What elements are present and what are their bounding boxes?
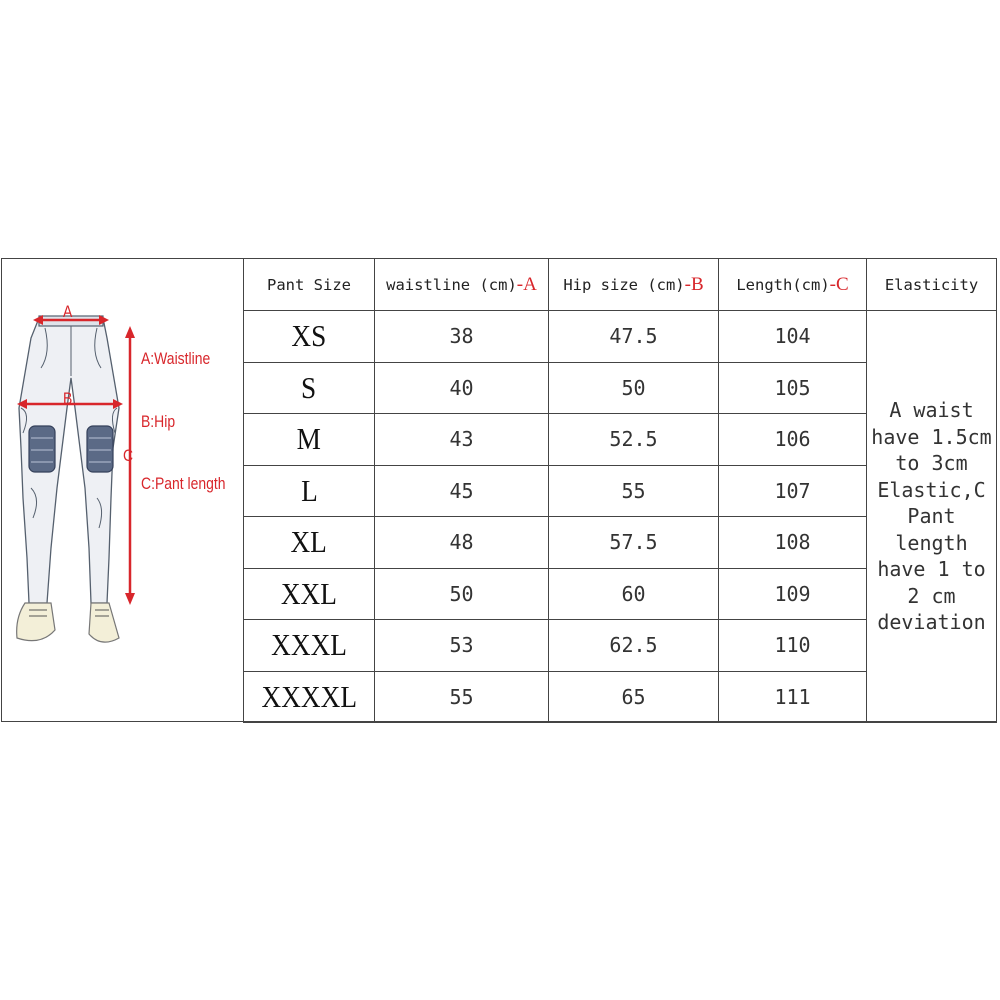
cell-length: 105 [719, 362, 867, 414]
marker-b: B [63, 389, 73, 408]
header-hip-size: Hip size (cm)-B [549, 259, 719, 311]
label-pant-length: C:Pant length [141, 474, 226, 493]
cell-size: XXL [244, 568, 375, 620]
cell-length: 107 [719, 465, 867, 517]
header-elasticity: Elasticity [867, 259, 997, 311]
cell-length: 104 [719, 311, 867, 363]
cell-hip: 62.5 [549, 620, 719, 672]
label-waistline: A:Waistline [141, 349, 211, 368]
cell-length: 111 [719, 671, 867, 723]
marker-c: C [123, 446, 134, 465]
label-hip: B:Hip [141, 412, 176, 431]
cell-waist: 45 [375, 465, 549, 517]
cell-waist: 50 [375, 568, 549, 620]
cell-size: XL [244, 517, 375, 569]
cell-hip: 50 [549, 362, 719, 414]
cell-size: XS [244, 311, 375, 363]
cell-hip: 57.5 [549, 517, 719, 569]
cell-size: XXXL [244, 620, 375, 672]
cell-length: 110 [719, 620, 867, 672]
cell-hip: 52.5 [549, 414, 719, 466]
cell-size: XXXXL [244, 671, 375, 723]
cell-hip: 60 [549, 568, 719, 620]
cell-size: L [244, 465, 375, 517]
table-row [244, 311, 997, 363]
header-pant-size: Pant Size [244, 259, 375, 311]
cell-hip: 65 [549, 671, 719, 723]
cell-elasticity-note: A waist have 1.5cm to 3cm Elastic,C Pant length have 1 to 2 cm deviation [867, 311, 997, 723]
cell-size: S [244, 362, 375, 414]
cell-hip: 55 [549, 465, 719, 517]
cell-size: M [244, 414, 375, 466]
size-table [243, 258, 997, 723]
header-waistline: waistline (cm)-A [375, 259, 549, 311]
cell-length: 108 [719, 517, 867, 569]
cell-waist: 40 [375, 362, 549, 414]
cell-waist: 55 [375, 671, 549, 723]
cell-waist: 38 [375, 311, 549, 363]
marker-a: A [63, 302, 73, 321]
table-header-row [244, 259, 997, 311]
cell-hip: 47.5 [549, 311, 719, 363]
cell-length: 109 [719, 568, 867, 620]
cell-length: 106 [719, 414, 867, 466]
pants-illustration [1, 258, 243, 722]
cell-waist: 43 [375, 414, 549, 466]
cell-waist: 48 [375, 517, 549, 569]
cell-waist: 53 [375, 620, 549, 672]
header-length: Length(cm)-C [719, 259, 867, 311]
